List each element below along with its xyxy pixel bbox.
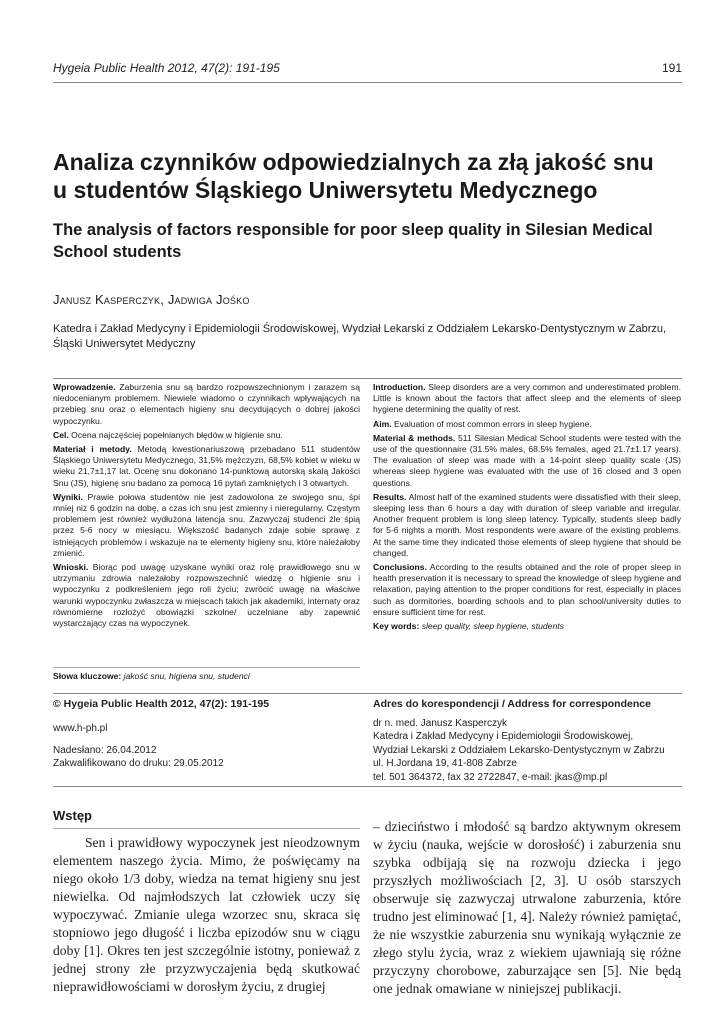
abstract-paragraph: Aim. Evaluation of most common errors in sleep hygiene. [373, 418, 592, 429]
abstract-paragraph: Introduction. Sleep disorders are a very common and underestimated problem. Little is known about the factors that affect sleep and the elements of sleep hygiene determining the quality of rest. [373, 382, 681, 415]
title-polish: Analiza czynników odpowiedzialnych za złą jakość snu u studentów Śląskiego Uniwersytetu Medycznego [53, 149, 654, 203]
abstract-paragraph: Conclusions. According to the results obtained and the role of proper sleep in health preservation it is necessary to spread the knowledge of sleep hygiene and relaxation, paying attention to the proper conditions for rest, especially in places such as dormitories, boarding schools and to plan school/university duties to ensure sufficient time for rest. [373, 562, 681, 617]
abstract-top-divider [53, 378, 682, 379]
keywords-divider [53, 667, 360, 668]
journal-header: Hygeia Public Health 2012, 47(2): 191-195 [53, 61, 280, 75]
section-heading: Wstęp [53, 808, 92, 823]
affiliation: Katedra i Zakład Medycyny i Epidemiologii Środowiskowej, Wydział Lekarski z Oddziałem Lekarsko-Dentystycznym w Zabrzu, Śląski Uniwersytet Medyczny [53, 323, 667, 350]
abstract-paragraph: Results. Almost half of the examined students were dissatisfied with their sleep, sleeping less than 6 hours a day with duration of sleep variable and irregular. Another frequent problem is long sleep latency. Typically, students sleep badly for 5-6 nights a month. Most respondents were aware of the existing problems. At the same time they indicated those elements of sleep hygiene that should be changed. [373, 491, 681, 558]
accepted-date: Zakwalifikowano do druku: 29.05.2012 [53, 758, 224, 769]
keywords-english: Key words: sleep quality, sleep hygiene, students [373, 621, 564, 632]
body-divider [53, 786, 682, 787]
website-link[interactable]: www.h-ph.pl [53, 723, 108, 734]
abstract-paragraph: Wnioski. Biorąc pod uwagę uzyskane wyniki oraz rolę prawidłowego snu w utrzymaniu zdrowia należałoby rozpowszechnić wiedzę o higienie snu i wypoczynku z podkreśleniem jego roli życiu; zwrócić uwagę na właściwe warunki wypoczynku zwłaszcza w miejscach takich jak akademiki, internaty oraz równomierne rozłożyć obowiązki szkolne/ uczelniane aby zapewnić wystarczający czas na wypoczynek. [53, 562, 360, 629]
abstract-paragraph: Wyniki. Prawie połowa studentów nie jest zadowolona ze swojego snu, śpi mniej niż 6 godzin na dobę, a czas ich snu jest zmienny i nieregularny. Częstym problemem jest również wydłużona latencja snu. Zazwyczaj studenci źle śpią przez 5-6 nocy w miesiącu. Większość badanych zdaje sobie sprawę z istniejących problemów i wskazuje na te elementy higieny snu, które należałoby zmienić. [53, 491, 360, 558]
section-heading-underline [53, 828, 360, 829]
title-english: The analysis of factors responsible for poor sleep quality in Silesian Medical School students [53, 221, 653, 261]
correspondence-line: dr n. med. Janusz Kasperczyk [373, 717, 507, 729]
body-text-right: – dzieciństwo i młodość są bardzo aktywnym okresem w życiu (nauka, wejście w dorosłość) i zaburzenia snu szybka odbijają się na rozwoju dziecka i jego przyszłych możliwościach [2, 3]. U osób starszych obserwuje się zazwyczaj utrwalone zaburzenia, które trudno jest eliminować [1, 4]. Należy również pamiętać, że nie wszystkie zaburzenia snu wynikają wyłącznie ze złego stylu życia, wraz z wiekiem ujawniają się różne przyczyny chorobowe, zaburzające sen [5]. Nie będą one jednak omawiane w niniejszej publikacji. [373, 819, 681, 996]
correspondence-line: Wydział Lekarski z Oddziałem Lekarsko-Dentystycznym w Zabrzu [373, 744, 665, 756]
publication-info [53, 698, 360, 770]
abstract-paragraph: Materiał i metody. Metodą kwestionariuszową przebadano 511 studentów Śląskiego Uniwersytetu Medycznego, 31,5% mężczyzn, 68,5% kobiet w wieku w wieku 21,7±1,17 lat. Ocenę snu dokonano 14-punktową autorską skalą Jakości Snu (JS), higienę snu badano za pomocą 16 pytań zamkniętych i 3 otwartych. [53, 444, 360, 488]
copyright: © Hygeia Public Health 2012, 47(2): 191-195 [53, 698, 270, 710]
abstract-paragraph: Wprowadzenie. Zaburzenia snu są bardzo rozpowszechnionym i zarazem są niedocenianym problemem. Niewiele wiadomo o czynnikach wpływających na przebieg snu oraz o elementach higieny snu decydujących o dobrej jakości wypoczynku. [53, 382, 360, 426]
abstract-paragraph: Cel. Ocena najczęściej popełnianych błędów w higienie snu. [53, 429, 283, 440]
abstract-english [373, 382, 681, 635]
abstract-polish [53, 382, 360, 632]
info-divider [53, 693, 682, 694]
correspondence-line: ul. H.Jordana 19, 41-808 Zabrze [373, 758, 517, 770]
page-number: 191 [661, 61, 682, 75]
correspondence-line: tel. 501 364372, fax 32 2722847, e-mail: jkas@mp.pl [373, 771, 608, 783]
body-text-left: Sen i prawidłowy wypoczynek jest nieodzownym elementem naszego życia. Mimo, że poświęcamy na niego około 1/3 doby, wiedza na temat higieny snu jest niewielka. Od najmłodszych lat człowiek uczy się wypoczywać. Zmianie ulega wzorzec snu, skraca się stopniowo jego długość i liczba epizodów snu w ciągu doby [1]. Okres ten jest szczególnie istotny, ponieważ z jednej strony złe przyzwyczajenia będą skutkować nieprawidłowościami w dorosłym życiu, z drugiej [53, 835, 360, 994]
received-date: Nadesłano: 26.04.2012 [53, 745, 157, 756]
correspondence-heading: Adres do korespondencji / Address for correspondence [373, 698, 651, 710]
correspondence-line: Katedra i Zakład Medycyny i Epidemiologii Środowiskowej, [373, 731, 634, 743]
keywords-polish: Słowa kluczowe: jakość snu, higiena snu, studenci [53, 671, 250, 681]
abstract-paragraph: Material & methods. 511 Silesian Medical School students were tested with the use of the questionnaire (31.5% males, 68.5% females, aged 21.7±1.17 years). The evaluation of sleep was made with a 14-point sleep quality scale (JS) whereas sleep hygiene was evaluated with the use of 16 closed and 3 open questions. [373, 432, 681, 488]
correspondence-address [373, 698, 681, 785]
header-divider [53, 82, 682, 83]
authors: Janusz Kasperczyk, Jadwiga Jośko [53, 292, 250, 307]
